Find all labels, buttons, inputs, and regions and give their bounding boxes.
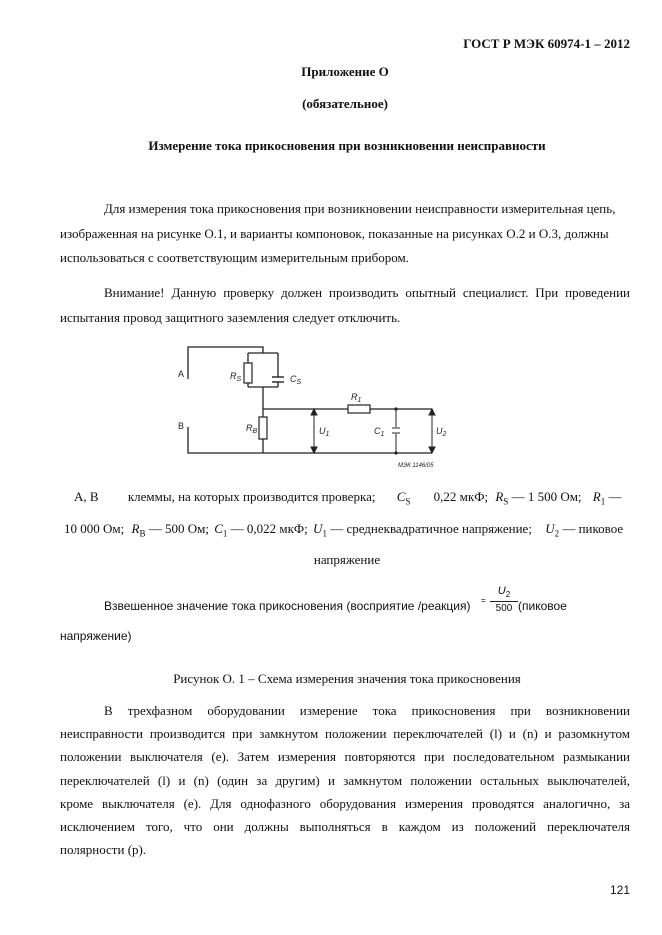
u1-arrow bbox=[311, 409, 317, 453]
legend-rb: $R_B$ — 500 Ом; bbox=[131, 521, 209, 539]
legend-r1-value: 10 000 Ом; bbox=[64, 521, 125, 536]
rb-resistor bbox=[259, 417, 267, 439]
standard-header: ГОСТ Р МЭК 60974-1 – 2012 bbox=[463, 36, 630, 51]
paragraph-line: изображенная на рисунке О.1, и варианты компоновок, показанные на рисунках О.2 и О.3, должны bbox=[60, 225, 609, 241]
paragraph-line: полярности (p). bbox=[60, 842, 147, 858]
node-dot bbox=[394, 451, 397, 454]
paragraph-three-phase bbox=[60, 699, 630, 861]
paragraph-line: В трехфазном оборудовании измерение тока прикосновения при возникновении bbox=[104, 703, 630, 718]
r1-label: $R_1$ bbox=[351, 392, 362, 404]
rs-resistor bbox=[244, 363, 252, 383]
legend-c1: $C_1$ — 0,022 мкФ; bbox=[214, 521, 308, 539]
legend-ab: A, B bbox=[74, 489, 99, 504]
legend-cs: $C_S$ bbox=[396, 489, 411, 507]
legend-u2: $U_2$ — пиковое bbox=[545, 521, 624, 539]
c1-capacitor bbox=[392, 409, 400, 453]
paragraph-line: использоваться с соответствующим измерительным прибором. bbox=[60, 250, 409, 265]
u2-arrow bbox=[429, 409, 435, 453]
circuit-diagram bbox=[170, 335, 470, 475]
paragraph-intro bbox=[60, 197, 630, 271]
paragraph-line: переключателей (l) и (n) (один за другим) и замкнутом положении остальных выключателей, bbox=[60, 772, 630, 788]
paragraph-warning bbox=[60, 281, 630, 330]
legend-line-3: напряжение bbox=[313, 552, 381, 567]
weighted-text: Взвешенное значение тока прикосновения (восприятие /реакция) bbox=[104, 599, 471, 613]
paragraph-line: испытания провод защитного заземления следует отключить. bbox=[60, 309, 401, 325]
r1-resistor bbox=[348, 405, 370, 413]
figure-caption: Рисунок О. 1 – Схема измерения значения тока прикосновения bbox=[173, 671, 521, 686]
u1-label: $U_1$ bbox=[319, 426, 330, 438]
legend-line-2 bbox=[64, 521, 634, 539]
legend-cs-value: 0,22 мкФ; bbox=[433, 489, 489, 504]
weighted-fraction bbox=[490, 585, 518, 615]
weighted-after: (пиковое bbox=[518, 599, 567, 613]
wire-bottom-rail bbox=[188, 427, 432, 453]
figure-code: МЭК 1146/05 bbox=[398, 463, 434, 469]
legend-u1: $U_1$ — среднеквадратичное напряжение; bbox=[313, 521, 532, 539]
terminal-b-label: B bbox=[178, 421, 185, 431]
paragraph-line: Для измерения тока прикосновения при возникновении неисправности измерительная цепь, bbox=[104, 201, 616, 216]
terminal-a-label: A bbox=[178, 369, 185, 379]
paragraph-line: неисправности производится при замкнутом положении переключателей (l) и (n) и разомкнутом bbox=[60, 726, 630, 742]
fraction-denominator: 500 bbox=[495, 603, 513, 615]
node-dot bbox=[394, 407, 397, 410]
legend-line-1 bbox=[74, 489, 634, 507]
annex-title: Приложение О bbox=[301, 64, 389, 79]
legend-r1: $R_1$ — bbox=[592, 489, 622, 507]
c1-label: $C_1$ bbox=[374, 426, 385, 438]
u2-label: $U_2$ bbox=[436, 426, 447, 438]
annex-heading: Измерение тока прикосновения при возникновении неисправности bbox=[148, 138, 546, 153]
rs-label: $R_S$ bbox=[230, 371, 242, 383]
fraction-numerator: $U_2$ bbox=[490, 585, 518, 602]
rb-label: $R_B$ bbox=[246, 423, 258, 435]
weighted-line-2: напряжение) bbox=[60, 629, 132, 643]
cs-label: $C_S$ bbox=[290, 374, 302, 386]
page-number: 121 bbox=[609, 883, 630, 897]
annex-status: (обязательное) bbox=[302, 96, 388, 111]
weighted-eq: = bbox=[481, 596, 486, 605]
paragraph-line: кроме выключателя (e). Для однофазного оборудования измерения проводятся аналогично, за bbox=[60, 795, 630, 811]
legend-terminals: клеммы, на которых производится проверка; bbox=[127, 489, 376, 504]
paragraph-line: Внимание! Данную проверку должен производить опытный специалист. При проведении bbox=[104, 285, 630, 300]
paragraph-line: исключением того, что они должны выполняться в каждом из положений переключателя bbox=[60, 819, 630, 835]
paragraph-line: положении выключателя (e). Затем измерения повторяются при последовательном размыкании bbox=[60, 749, 630, 765]
legend-rs: $R_S$ — 1 500 Ом; bbox=[495, 489, 582, 507]
